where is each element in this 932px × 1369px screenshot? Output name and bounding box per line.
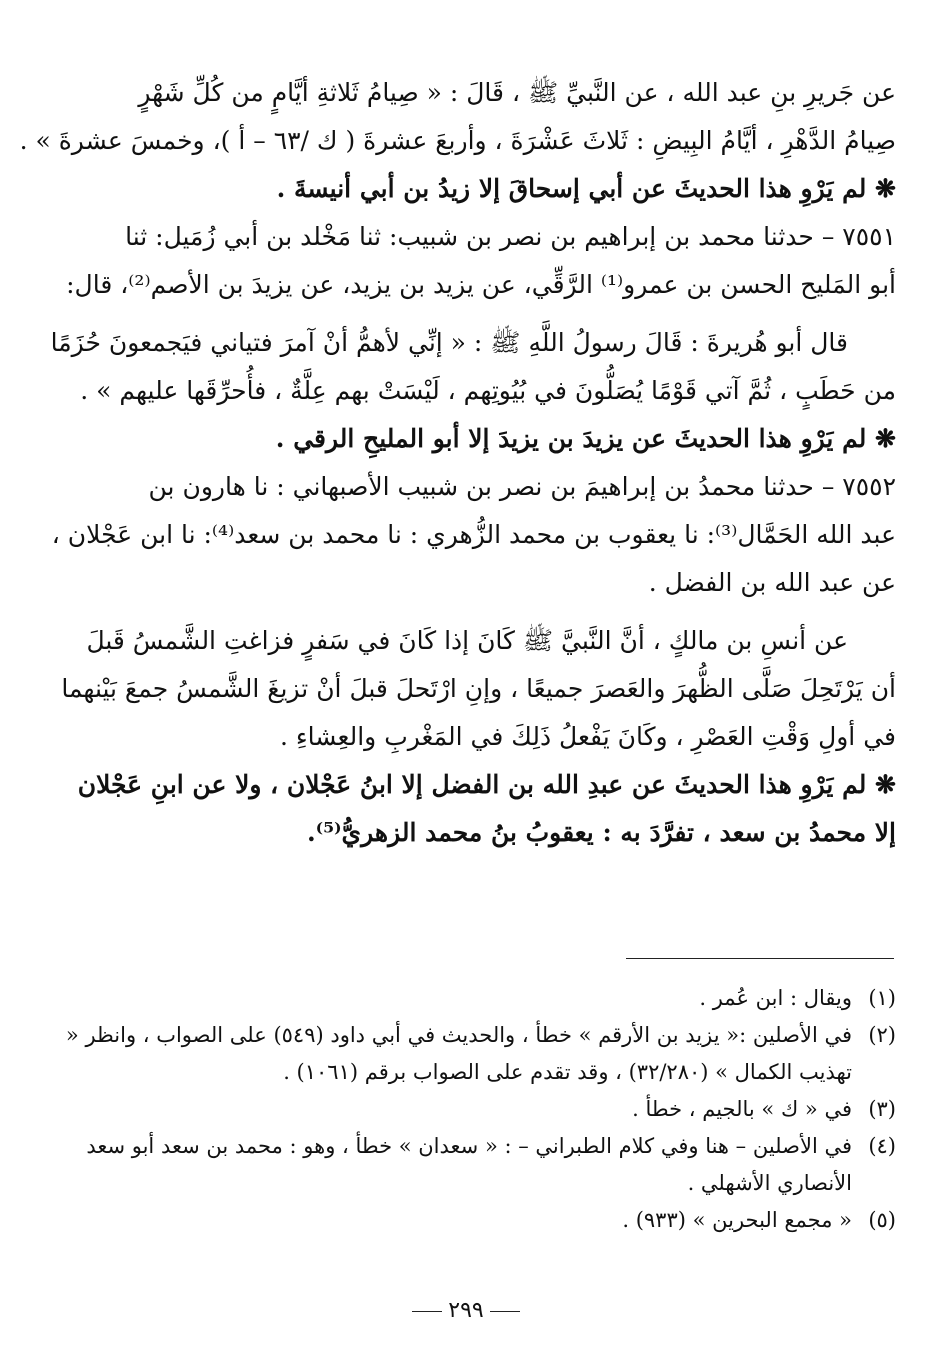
footnote-item — [58, 1202, 896, 1239]
footnote-text: في الأصلين – هنا وفي كلام الطبراني – : « سعدان » خطأ ، وهو : محمد بن سعد أبو سعد الأنصاري الأشهلي . — [86, 1134, 852, 1195]
footnote-number: (١) — [868, 986, 896, 1010]
text-line: قال أبو هُريرةَ : قَالَ رسولُ اللَّهِ ﷺ : « إنِّي لأهمُّ أنْ آمرَ فتياني فيَجمعونَ حُزَمًا — [50, 327, 848, 357]
text-line: عن أنسِ بن مالكٍ ، أنَّ النَّبيَّ ﷺ كَانَ إذا كَانَ في سَفرٍ فزاغتِ الشَّمسُ قَبلَ — [86, 625, 848, 655]
page-body — [19, 68, 896, 856]
text-line: عبد الله الحَمَّال⁽³⁾: نا يعقوب بن محمد الزُّهري : نا محمد بن سعد⁽⁴⁾: نا ابن عَجْلان ، — [51, 519, 896, 549]
footnote-text: ويقال : ابن عُمر . — [699, 986, 852, 1010]
commentary-line: ❋ لم يَرْوِ هذا الحديثَ عن أبي إسحاقَ إلا زيدُ بن أبي أنيسةَ . — [276, 173, 896, 203]
dash-left — [490, 1311, 520, 1312]
footnote-item — [58, 1017, 896, 1091]
dash-right — [412, 1311, 442, 1312]
footnote-text: في « ك » بالجيم ، خطأ . — [632, 1097, 852, 1121]
footnote-item — [58, 980, 896, 1017]
footnote-number: (٣) — [868, 1097, 896, 1121]
commentary-line: إلا محمدُ بن سعد ، تفرَّدَ به : يعقوبُ بنُ محمد الزهريُّ⁽⁵⁾. — [306, 817, 896, 847]
footnote-number: (٥) — [868, 1208, 896, 1232]
footnotes — [58, 980, 896, 1239]
hadith-heading-7552: ٧٥٥٢ – حدثنا محمدُ بن إبراهيمَ بن نصر بن شبيب الأصبهاني : نا هارون بن — [148, 471, 896, 501]
footnote-text: « مجمع البحرين » (٩٣٣) . — [622, 1208, 852, 1232]
text-line: صِيامُ الدَّهْرِ ، أيَّامُ البِيضِ : ثَلاثَ عَشْرَةَ ، وأربعَ عشرةَ ( ك /٦٣ – أ )، وخمسَ عشرةَ » . — [19, 125, 896, 155]
hadith-heading-7551: ٧٥٥١ – حدثنا محمد بن إبراهيم بن نصر بن شبيب: ثنا مَخْلد بن أبي زُمَيل: ثنا — [125, 221, 896, 251]
text-line: أن يَرْتَحِلَ صَلَّى الظُّهرَ والعَصرَ جميعًا ، وإنِ ارْتَحلَ قبلَ أنْ تزيغَ الشَّمسُ جمعَ بَيْنهما — [61, 673, 896, 703]
commentary-line: ❋ لم يَرْوِ هذا الحديثَ عن عبدِ الله بن الفضل إلا ابنُ عَجْلان ، ولا عن ابنِ عَجْلان — [77, 769, 896, 799]
footnote-item — [58, 1091, 896, 1128]
footnote-separator — [626, 958, 894, 959]
footnote-number: (٤) — [868, 1134, 896, 1158]
commentary-line: ❋ لم يَرْوِ هذا الحديثَ عن يزيدَ بن يزيدَ إلا أبو المليحِ الرقي . — [275, 423, 896, 453]
page-number-text: ٢٩٩ — [448, 1298, 484, 1323]
text-line: عن جَريرِ بنِ عبد الله ، عن النَّبيِّ ﷺ ، قَالَ : « صِيامُ ثَلاثةِ أيَّامٍ من كُلِّ شَهْرٍ — [138, 77, 896, 107]
text-line: من حَطَبٍ ، ثُمَّ آتي قَوْمًا يُصَلُّونَ في بُيُوتِهم ، لَيْسَتْ بهم عِلَّةٌ ، فأُحرِّقَها عليهم » . — [80, 375, 896, 405]
footnote-text: في الأصلين :« يزيد بن الأرقم » خطأ ، والحديث في أبي داود (٥٤٩) على الصواب ، وانظر « تهذيب الكمال » (٣٢/٢٨٠) ، وقد تقدم على الصواب برقم (١٠٦١) . — [65, 1023, 852, 1084]
text-line: أبو المَليح الحسن بن عمرو⁽¹⁾ الرَّقِّي، عن يزيد بن يزيد، عن يزيدَ بن الأصم⁽²⁾، قال: — [66, 269, 896, 299]
page-number — [0, 1298, 932, 1323]
footnote-item — [58, 1128, 896, 1202]
text-line: عن عبد الله بن الفضل . — [648, 567, 896, 597]
footnote-number: (٢) — [868, 1023, 896, 1047]
text-line: في أولِ وَقْتِ العَصْرِ ، وكَانَ يَفْعلُ ذَلِكَ في المَغْربِ والعِشاءِ . — [279, 721, 896, 751]
